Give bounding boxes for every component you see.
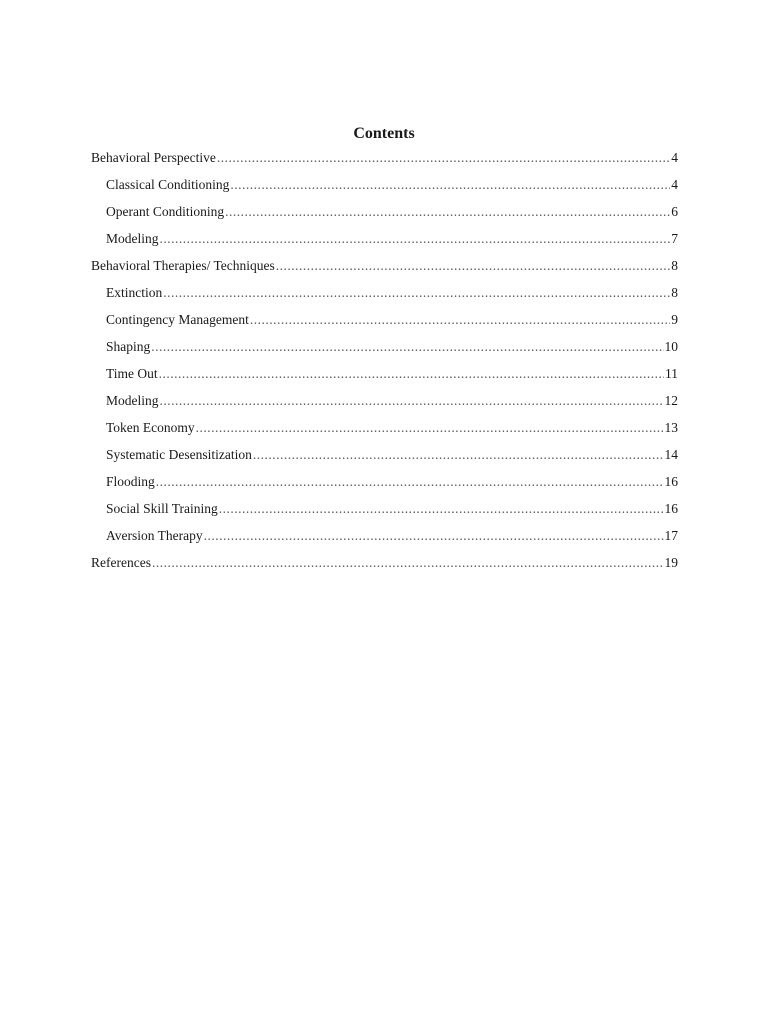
toc-entry-page-number: 16 <box>664 474 678 489</box>
toc-entry-label: Operant Conditioning <box>106 204 225 219</box>
dot-leader <box>204 524 664 548</box>
dot-leader <box>151 335 663 359</box>
toc-entry-systematic-desensitization[interactable] <box>91 443 678 470</box>
toc-entry-label: Modeling <box>106 393 159 408</box>
dot-leader <box>159 362 664 386</box>
toc-entry-page-number: 9 <box>671 312 678 327</box>
toc-entry-page-number: 7 <box>671 231 678 246</box>
toc-entry-behavioral-perspective[interactable] <box>91 146 678 173</box>
dot-leader <box>160 227 671 251</box>
toc-entry-label: Contingency Management <box>106 312 249 327</box>
toc-entry-page-number: 19 <box>664 555 678 570</box>
toc-title: Contents <box>353 125 415 142</box>
toc-entry-flooding[interactable] <box>91 470 678 497</box>
toc-entry-classical-conditioning[interactable] <box>91 173 678 200</box>
toc-entry-label: Modeling <box>106 231 159 246</box>
toc-entry-label: Social Skill Training <box>106 501 218 516</box>
toc-entry-extinction[interactable] <box>91 281 678 308</box>
dot-leader <box>250 308 670 332</box>
toc-entry-label: Flooding <box>106 474 155 489</box>
toc-entry-page-number: 4 <box>671 177 678 192</box>
toc-entry-time-out[interactable] <box>91 362 678 389</box>
toc-entry-label: Behavioral Perspective <box>91 150 216 165</box>
dot-leader <box>163 281 670 305</box>
toc-entry-operant-conditioning[interactable] <box>91 200 678 227</box>
toc-entry-label: Systematic Desensitization <box>106 447 252 462</box>
toc-entry-page-number: 12 <box>664 393 678 408</box>
dot-leader <box>253 443 664 467</box>
toc-entry-references[interactable] <box>91 551 678 578</box>
toc-entry-label: References <box>91 555 151 570</box>
toc-entry-contingency-management[interactable] <box>91 308 678 335</box>
dot-leader <box>276 254 671 278</box>
toc-entry-label: Behavioral Therapies/ Techniques <box>91 258 275 273</box>
toc-entry-shaping[interactable] <box>91 335 678 362</box>
toc-entry-page-number: 14 <box>664 447 678 462</box>
toc-entry-page-number: 13 <box>664 420 678 435</box>
toc-entry-label: Shaping <box>106 339 151 354</box>
toc-entry-page-number: 10 <box>664 339 678 354</box>
toc-entry-label: Extinction <box>106 285 163 300</box>
toc-entry-label: Classical Conditioning <box>106 177 230 192</box>
toc-entry-behavioral-therapies-techniques[interactable] <box>91 254 678 281</box>
toc-entry-page-number: 8 <box>671 258 678 273</box>
toc-entry-page-number: 11 <box>665 366 678 381</box>
dot-leader <box>219 497 664 521</box>
dot-leader <box>225 200 670 224</box>
dot-leader <box>156 470 664 494</box>
toc-entry-page-number: 17 <box>664 528 678 543</box>
toc-entry-modeling[interactable] <box>91 227 678 254</box>
toc-entry-modeling-techniques[interactable] <box>91 389 678 416</box>
toc-entry-page-number: 6 <box>671 204 678 219</box>
table-of-contents <box>91 146 678 578</box>
toc-entry-page-number: 4 <box>671 150 678 165</box>
toc-entry-page-number: 16 <box>664 501 678 516</box>
dot-leader <box>196 416 664 440</box>
dot-leader <box>230 173 670 197</box>
toc-entry-page-number: 8 <box>671 285 678 300</box>
toc-entry-label: Time Out <box>106 366 158 381</box>
toc-entry-token-economy[interactable] <box>91 416 678 443</box>
toc-entry-label: Aversion Therapy <box>106 528 203 543</box>
dot-leader <box>160 389 664 413</box>
toc-entry-aversion-therapy[interactable] <box>91 524 678 551</box>
toc-entry-label: Token Economy <box>106 420 195 435</box>
dot-leader <box>152 551 664 575</box>
toc-entry-social-skill-training[interactable] <box>91 497 678 524</box>
dot-leader <box>217 146 670 170</box>
